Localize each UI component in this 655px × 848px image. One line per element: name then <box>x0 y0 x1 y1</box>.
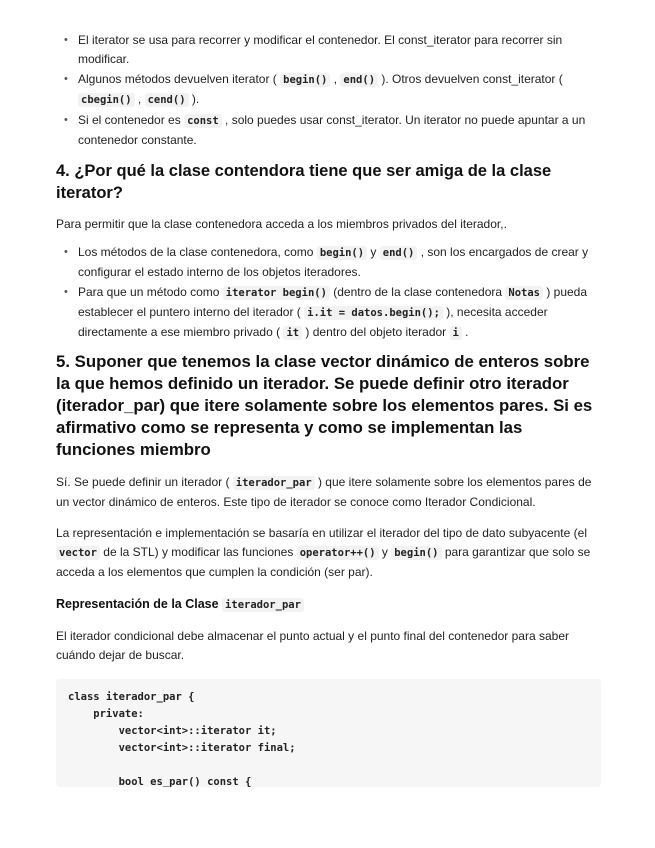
inline-code: begin() <box>317 246 367 260</box>
section-4-heading: 4. ¿Por qué la clase contendora tiene que ser amiga de la clase iterator? <box>56 162 552 202</box>
text-segment: ). <box>188 92 200 106</box>
inline-code: iterador_par <box>222 598 304 612</box>
inline-code: it <box>283 326 302 340</box>
list-item <box>78 243 601 282</box>
text-segment: Si el contenedor es <box>78 113 185 127</box>
list-item <box>78 31 601 69</box>
friend-reasons-list <box>56 243 601 343</box>
inline-code: iterador_par <box>233 476 315 490</box>
text-segment: y <box>367 245 380 259</box>
text-segment: , <box>134 92 145 106</box>
inline-code: i.it = datos.begin(); <box>304 306 443 320</box>
section-5-answer <box>56 473 601 512</box>
text-segment: Para que un método como <box>78 285 223 299</box>
text-segment: ) que itere solamente sobre los elementos pares de un vector dinámico de enteros. Este tipo de iterador se conoce como Iterador Condicional. <box>56 475 592 509</box>
inline-code: cend() <box>145 93 189 107</box>
text-segment: Sí. Se puede definir un iterador ( <box>56 475 233 489</box>
list-item <box>78 283 601 343</box>
inline-code: vector <box>56 546 100 560</box>
list-item <box>78 70 601 110</box>
text-segment: ) pueda establecer el puntero interno del iterador ( <box>78 285 588 319</box>
text-segment: El iterator se usa para recorrer y modificar el contenedor. El const_iterator para recorrer sin modificar. <box>78 33 563 66</box>
document-page <box>56 22 601 787</box>
text-segment: ) dentro del objeto iterador <box>302 325 450 339</box>
inline-code: const <box>184 114 222 128</box>
text-segment: , solo puedes usar const_iterator. Un iterator no puede apuntar a un contenedor constante. <box>78 113 586 147</box>
const-iterator-list <box>56 31 601 150</box>
code-text: class iterador_par { private: vector<int>::iterator it; vector<int>::iterator final; bool es_par() const { <box>68 691 296 787</box>
section-5-implementation <box>56 524 601 582</box>
inline-code: operator++() <box>297 546 379 560</box>
inline-code: end() <box>380 246 418 260</box>
text-segment: ). Otros devuelven const_iterator ( <box>378 72 563 86</box>
text-segment: La representación e implementación se basaría en utilizar el iterador del tipo de dato subyacente (el <box>56 526 587 540</box>
section-4-intro: Para permitir que la clase contenedora acceda a los miembros privados del iterador,. <box>56 217 507 231</box>
inline-code: cbegin() <box>78 93 135 107</box>
text-segment: ), necesita acceder directamente a ese miembro privado ( <box>78 305 548 339</box>
inline-code: Notas <box>505 286 543 300</box>
list-item <box>78 111 601 150</box>
representation-heading <box>56 595 601 615</box>
text-segment: Los métodos de la clase contenedora, como <box>78 245 317 259</box>
text-segment: (dentro de la clase contenedora <box>329 285 506 299</box>
text-segment: y <box>378 545 392 559</box>
text-segment: Representación de la Clase <box>56 597 223 611</box>
section-5-heading: 5. Suponer que tenemos la clase vector dinámico de enteros sobre la que hemos definido un iterador. Se puede definir otro iterador (iterador_par) que itere solamente sobre los elementos pares. Si es afirmativo como se representa y como se implementan las funciones miembro <box>56 352 593 459</box>
inline-code: i <box>450 326 462 340</box>
text-segment: . <box>461 325 469 339</box>
text-segment: , <box>330 72 341 86</box>
inline-code: iterator begin() <box>223 286 330 300</box>
inline-code: begin() <box>391 546 441 560</box>
inline-code: end() <box>340 73 378 87</box>
text-segment: Algunos métodos devuelven iterator ( <box>78 72 281 86</box>
inline-code: begin() <box>280 73 330 87</box>
text-segment: de la STL) y modificar las funciones <box>99 545 297 559</box>
representation-text: El iterador condicional debe almacenar el punto actual y el punto final del contenedor para saber cuándo dejar de buscar. <box>56 629 569 662</box>
code-block <box>56 679 601 787</box>
text-segment: , son los encargados de crear y configurar el estado interno de los objetos iteradores. <box>78 245 589 279</box>
text-segment: para garantizar que solo se acceda a los elementos que cumplen la condición (ser par). <box>56 545 591 579</box>
